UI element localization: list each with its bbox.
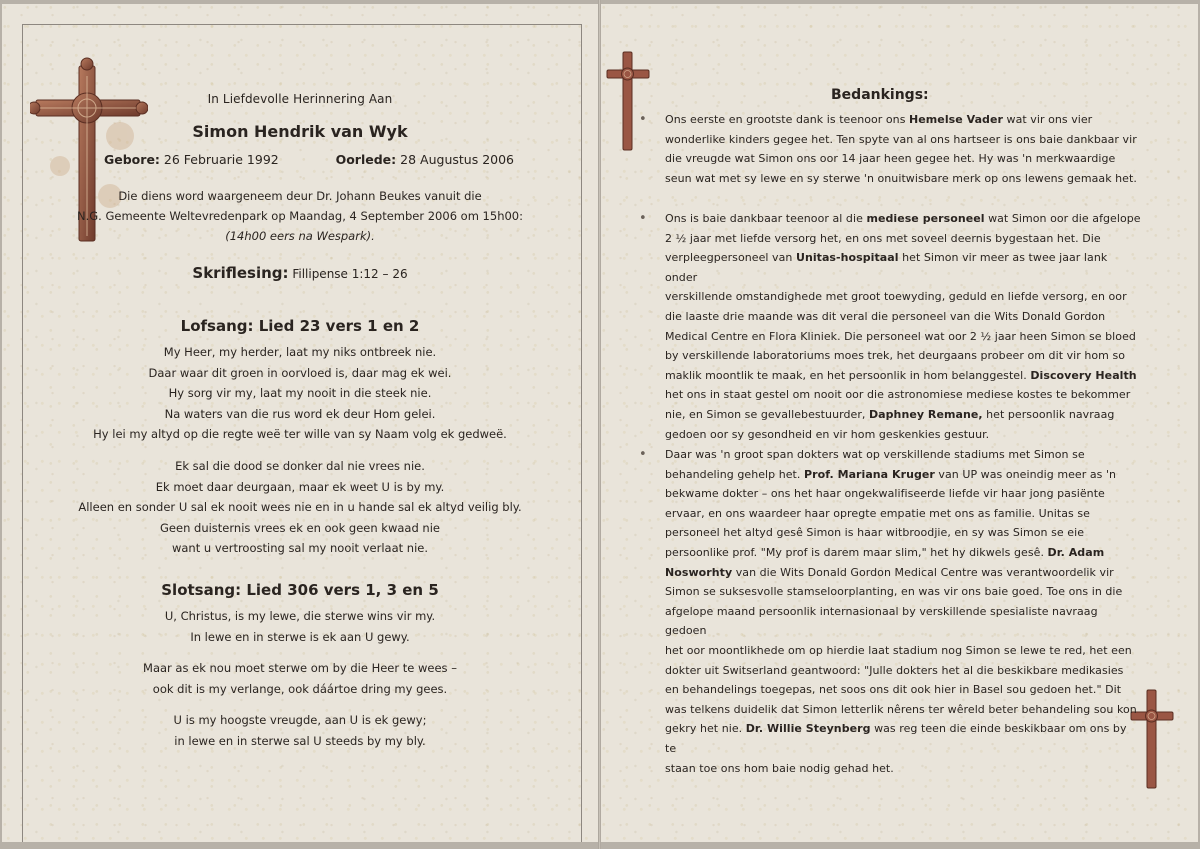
thanks-paragraph-3 [639, 445, 1141, 778]
hymn2-stanza2 [2, 658, 598, 699]
deceased-name: Simon Hendrik van Wyk [192, 122, 408, 141]
small-cross-icon [605, 48, 651, 152]
left-page [2, 4, 598, 842]
verse-line: in lewe en in sterwe sal U steeds by my bly. [174, 733, 426, 748]
paragraph-line: wonderlike kinders gegee het. Ten spyte van al ons hartseer is ons baie dankbaar vir [665, 132, 1137, 146]
verse-line: Geen duisternis vrees ek en ook geen kwaad nie [160, 520, 440, 535]
paragraph-line: maklik moontlik te maak, en het persoonlik in hom belanggestel. Discovery Health [665, 368, 1137, 382]
service-line: N.G. Gemeente Weltevredenpark op Maandag, 4 September 2006 om 15h00: [76, 209, 523, 223]
verse-line: Na waters van die rus word ek deur Hom gelei. [164, 406, 436, 421]
paragraph-line: personeel het altyd gesê Simon is haar witbroodjie, en sy was Simon se eie [665, 526, 1085, 540]
verse-line: Hy sorg vir my, laat my nooit in die steek nie. [168, 386, 432, 401]
paragraph-line: Daar was 'n groot span dokters wat op verskillende stadiums met Simon se [665, 448, 1085, 461]
scripture-reading [2, 264, 598, 282]
paragraph-line: seun wat met sy lewe en sy sterwe 'n onuitwisbare merk op ons lewens gemaak het. [665, 171, 1137, 185]
bold-name: Nosworhty [665, 565, 733, 579]
reading-value: Fillipense 1:12 – 26 [292, 267, 408, 281]
paragraph-line: gedoen oor sy gesondheid en vir hom geskenkies gestuur. [665, 427, 990, 441]
paragraph-line: verskillende omstandighede met groot toewyding, geduld en liefde versorg, en oor [665, 290, 1127, 304]
hymn2-title: Slotsang: Lied 306 vers 1, 3 en 5 [161, 581, 439, 599]
service-details [2, 186, 598, 246]
verse-line: Daar waar dit groen in oorvloed is, daar mag ek wei. [148, 365, 452, 380]
paragraph-line: afgelope maand persoonlik internasionaal by verskillende spesialiste navraag gedoen [665, 604, 1098, 638]
verse-line: U is my hoogste vreugde, aan U is ek gewy; [173, 713, 427, 727]
bullet-icon: • [639, 447, 647, 462]
paragraph-line: Medical Centre en Flora Kliniek. Die personeel wat oor 2 ½ jaar heen Simon se bloed [665, 329, 1136, 343]
bold-name: Discovery Health [1030, 368, 1137, 382]
verse-line: Ek sal die dood se donker dal nie vrees nie. [175, 459, 425, 473]
born-date [104, 152, 279, 167]
hymn1-stanza1 [2, 342, 598, 445]
verse-line: Maar as ek nou moet sterwe om by die Heer te wees – [143, 661, 457, 675]
verse-line: ook dit is my verlange, ook dáártoe dring my gees. [152, 681, 448, 696]
bold-name: Prof. Mariana Kruger [804, 467, 935, 481]
paragraph-line: ervaar, en ons waardeer haar opregte empatie met ons as familie. Unitas se [665, 506, 1090, 520]
thanks-paragraph-2 [639, 209, 1141, 444]
paragraph-line: Ons is baie dankbaar teenoor al die mediese personeel wat Simon oor die afgelope [665, 212, 1141, 225]
paragraph-line: verpleegpersoneel van Unitas-hospitaal het Simon vir meer as twee jaar lank onder [665, 251, 1108, 284]
paragraph-line: gekry het nie. Dr. Willie Steynberg was reg teen die einde beskikbaar om ons by te [665, 722, 1127, 755]
paragraph-line: persoonlike prof. "My prof is darem maar slim," het hy dikwels gesê. Dr. Adam [665, 545, 1105, 559]
born-value: 26 Februarie 1992 [163, 152, 279, 167]
thanks-paragraph-1 [639, 110, 1141, 188]
reading-label: Skriflesing: [192, 264, 289, 282]
verse-line: Ek moet daar deurgaan, maar ek weet U is by my. [155, 479, 445, 494]
hymn2-stanza1 [2, 606, 598, 647]
right-page [601, 4, 1198, 842]
born-label: Gebore: [104, 152, 160, 167]
paragraph-line: die laaste drie maande was dit veral die personeel van die Wits Donald Gordon [665, 309, 1106, 323]
bold-name: Unitas-hospitaal [795, 251, 899, 265]
service-line: Die diens word waargeneem deur Dr. Johann Beukes vanuit die [118, 189, 482, 203]
died-date [336, 152, 514, 167]
thanks-title: Bedankings: [831, 87, 929, 103]
paragraph-line: die vreugde wat Simon ons oor 14 jaar heen gegee het. Hy was 'n merkwaardige [665, 152, 1116, 166]
service-line: (14h00 eers na Wespark). [225, 229, 375, 243]
paragraph-line: het ons in staat gestel om nooit oor die astronomiese mediese kostes te bekommer [665, 388, 1131, 402]
paragraph-line: Simon se suksesvolle stamseloorplanting, en was vir ons baie goed. Toe ons in die [665, 585, 1123, 599]
paragraph-line: staan toe ons hom baie nodig gehad het. [665, 761, 894, 775]
paragraph-line: behandeling gehelp het. Prof. Mariana Kruger van UP was oneindig meer as 'n [665, 467, 1117, 481]
paragraph-line: Ons eerste en grootste dank is teenoor ons Hemelse Vader wat vir ons vier [665, 113, 1093, 126]
bold-name: mediese personeel [866, 212, 985, 225]
hymn1-title: Lofsang: Lied 23 vers 1 en 2 [180, 317, 420, 335]
verse-line: In lewe en in sterwe is ek aan U gewy. [190, 629, 410, 644]
hymn1-stanza2 [2, 456, 598, 559]
bold-name: Dr. Willie Steynberg [745, 722, 871, 736]
paragraph-line: Nosworhty van die Wits Donald Gordon Medical Centre was verantwoordelik vir [665, 565, 1114, 579]
paragraph-line: dokter uit Switserland geantwoord: "Julle dokters het al die beskikbare medikasies [665, 663, 1124, 677]
died-value: 28 Augustus 2006 [400, 152, 514, 167]
verse-line: U, Christus, is my lewe, die sterwe wins vir my. [164, 609, 436, 623]
bullet-icon: • [639, 112, 647, 127]
died-label: Oorlede: [335, 152, 397, 167]
bold-name: Dr. Adam [1047, 545, 1105, 559]
paragraph-line: was telkens duidelik dat Simon letterlik nêrens ter wêreld beter behandeling sou kon [665, 702, 1137, 716]
verse-line: My Heer, my herder, laat my niks ontbreek nie. [163, 345, 437, 359]
bold-name: Daphney Remane, [868, 407, 983, 421]
paragraph-line: bekwame dokter – ons het haar ongekwalifiseerde liefde vir haar jong pasiënte [665, 487, 1105, 501]
bullet-icon: • [639, 211, 647, 226]
dates-line [104, 152, 514, 167]
hymn2-stanza3 [2, 710, 598, 751]
verse-line: want u vertroosting sal my nooit verlaat nie. [171, 541, 428, 556]
paragraph-line: by verskillende laboratoriums moes trek, het deurgaans probeer om dit vir hom so [665, 349, 1126, 363]
bold-name: Hemelse Vader [909, 113, 1003, 126]
verse-line: Hy lei my altyd op die regte weë ter wille van sy Naam volg ek gedweë. [93, 427, 507, 442]
verse-line: Alleen en sonder U sal ek nooit wees nie en in u hande sal ek altyd veilig bly. [78, 500, 522, 515]
paragraph-line: 2 ½ jaar met liefde versorg het, en ons met soveel deernis bygestaan het. Die [665, 231, 1101, 245]
in-memory-heading: In Liefdevolle Herinnering Aan [207, 92, 393, 106]
paragraph-line: nie, en Simon se gevallebestuurder, Daphney Remane, het persoonlik navraag [665, 407, 1115, 421]
paragraph-line: en behandelings toegepas, net soos ons dit ook hier in Basel sou gedoen het." Dit [665, 683, 1122, 697]
paragraph-line: het oor moontlikhede om op hierdie laat stadium nog Simon se lewe te red, het een [665, 643, 1132, 657]
